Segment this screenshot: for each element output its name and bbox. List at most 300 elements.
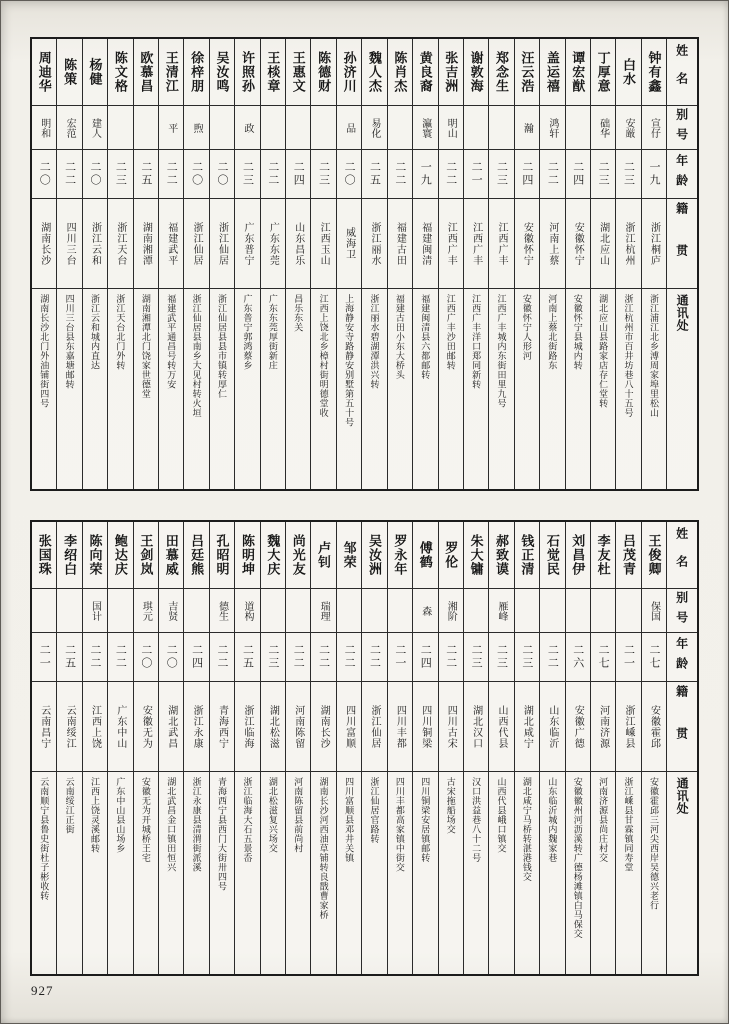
person-age: 二二 [63,161,76,187]
person-native: 浙江嵊县 [623,704,635,749]
alias-cell [286,588,310,632]
alias-cell [362,105,386,149]
name-cell [210,39,234,105]
native-cell [261,681,285,771]
person-age: 一九 [647,161,660,187]
alias-cell [489,105,513,149]
address-cell [362,771,386,974]
alias-cell [540,588,564,632]
address-cell [134,288,158,489]
column-header-name [667,522,697,588]
name-cell [337,39,361,105]
person-native: 江西广丰 [445,221,457,266]
native-cell [337,681,361,771]
native-cell [108,681,132,771]
name-cell [83,522,107,588]
age-cell [235,632,259,681]
age-cell [184,632,208,681]
person-alias: 琪元 [140,600,152,621]
person-native: 河南上蔡 [546,221,558,266]
alias-cell [32,105,56,149]
column-header-alias [667,588,697,632]
person-column [641,39,666,489]
address-cell [108,771,132,974]
person-address: 湖南湘潭北门饶家世德堂 [140,294,151,399]
native-cell [591,681,615,771]
person-age: 二〇 [38,161,51,187]
person-address: 古宋拖船场交 [445,777,456,834]
roster-table-top [30,37,699,491]
native-cell [210,198,234,288]
person-name: 钱正清 [519,534,535,576]
native-cell [362,198,386,288]
age-cell [159,149,183,198]
person-age: 二四 [520,161,533,187]
alias-cell [439,105,463,149]
alias-cell [388,105,412,149]
address-cell [413,288,437,489]
address-cell [134,771,158,974]
address-cell [566,771,590,974]
name-cell [388,39,412,105]
person-address: 浙江云和城内直达 [90,294,101,370]
person-name: 张吉洲 [443,51,459,93]
person-name: 魏大庆 [265,534,281,576]
person-column [56,522,81,974]
alias-cell [566,105,590,149]
person-age: 二五 [63,644,76,670]
age-cell [261,632,285,681]
name-cell [32,522,56,588]
person-address: 浙江嵊县甘霖镇同寿堂 [623,777,634,872]
person-name: 谭宏猷 [570,51,586,93]
person-name: 王惠文 [290,51,306,93]
native-cell [388,198,412,288]
alias-cell [642,105,666,149]
person-column [183,39,208,489]
person-age: 二二 [343,644,356,670]
alias-cell [134,105,158,149]
age-cell [108,149,132,198]
age-cell [32,632,56,681]
person-name: 吕茂青 [621,534,637,576]
person-age: 二三 [520,644,533,670]
person-address: 江西广丰沙田邮转 [445,294,456,370]
person-native: 山东昌乐 [292,221,304,266]
person-column [209,39,234,489]
alias-cell [210,588,234,632]
name-cell [286,522,310,588]
name-cell [32,39,56,105]
address-cell [210,288,234,489]
name-cell [489,39,513,105]
person-alias: 吉贤 [165,600,177,621]
native-cell [184,198,208,288]
person-address: 安徽怀宁人形河 [521,294,532,361]
alias-cell [159,588,183,632]
address-cell [642,288,666,489]
person-column [412,522,437,974]
person-address: 浙江杭州市百井坊巷八十五号 [623,294,634,418]
person-native: 江西玉山 [318,221,330,266]
person-column [514,39,539,489]
name-cell [515,39,539,105]
person-native: 浙江云和 [89,221,101,266]
person-alias: 煦 [191,122,203,133]
person-native: 云南绥江 [64,704,76,749]
person-column [412,39,437,489]
person-age: 二〇 [216,161,229,187]
person-name: 石觉民 [544,534,560,576]
person-column [56,39,81,489]
column-header-alias [667,105,697,149]
person-name: 谢敦海 [468,51,484,93]
person-age: 二〇 [139,644,152,670]
person-address: 湖北武昌金口镇田恒兴 [166,777,177,872]
alias-cell [311,105,335,149]
person-column [310,39,335,489]
alias-cell [286,105,310,149]
name-cell [311,39,335,105]
alias-cell [108,588,132,632]
person-alias: 雁峰 [496,600,508,621]
column-header-label: 年龄 [674,154,689,194]
name-cell [286,39,310,105]
person-name: 陈策 [62,58,78,86]
person-column [133,522,158,974]
person-name: 罗永年 [392,534,408,576]
column-header-label: 通讯处 [675,294,690,332]
address-cell [159,288,183,489]
native-cell [642,681,666,771]
column-header-age [667,632,697,681]
alias-cell [439,588,463,632]
column-header-label: 别号 [674,107,689,148]
person-column [209,522,234,974]
person-name: 鲍达庆 [112,534,128,576]
name-cell [489,522,513,588]
person-column [310,522,335,974]
name-cell [413,522,437,588]
name-cell [464,522,488,588]
person-age: 二二 [317,644,330,670]
person-age: 二二 [292,644,305,670]
age-cell [337,632,361,681]
person-name: 王俊卿 [646,534,662,576]
name-cell [337,522,361,588]
person-alias: 政 [241,122,253,133]
person-address: 江西上饶灵溪邮转 [90,777,101,853]
person-name: 周迪华 [36,51,52,93]
person-native: 湖南长沙 [38,221,50,266]
person-alias: 础华 [597,117,609,138]
native-cell [286,681,310,771]
person-column [234,522,259,974]
age-cell [83,149,107,198]
alias-cell [566,588,590,632]
column-header-label: 姓名 [674,44,689,100]
address-cell [337,288,361,489]
person-alias: 明山 [445,117,457,138]
person-native: 福建武平 [165,221,177,266]
person-column [565,522,590,974]
name-cell [134,39,158,105]
person-native: 浙江桐庐 [648,221,660,266]
age-cell [134,149,158,198]
person-native: 青海西宁 [216,704,228,749]
age-cell [184,149,208,198]
person-age: 二〇 [343,161,356,187]
native-cell [32,681,56,771]
native-cell [540,681,564,771]
alias-cell [464,588,488,632]
person-age: 二一 [470,161,483,187]
person-native: 河南济源 [597,704,609,749]
name-cell [108,522,132,588]
column-header-label: 籍贯 [674,684,689,769]
address-cell [489,288,513,489]
person-native: 江西上饶 [89,704,101,749]
person-name: 孔昭明 [214,534,230,576]
alias-cell [489,588,513,632]
person-column [260,39,285,489]
address-cell [32,288,56,489]
person-column [565,39,590,489]
person-address: 浙江浦江北乡溥周家埠里松山 [648,294,659,418]
person-native: 四川三台 [64,221,76,266]
person-name: 杨健 [87,58,103,86]
age-cell [439,632,463,681]
name-cell [439,522,463,588]
native-cell [591,198,615,288]
person-name: 盖运禧 [544,51,560,93]
native-cell [337,198,361,288]
address-cell [464,771,488,974]
age-cell [642,632,666,681]
person-name: 李绍白 [62,534,78,576]
native-cell [286,198,310,288]
address-cell [261,288,285,489]
person-name: 吴汝鸣 [214,51,230,93]
person-column [387,522,412,974]
person-native: 四川铜梁 [419,704,431,749]
native-cell [388,681,412,771]
person-address: 广东普宁郭鸿蔡乡 [242,294,253,370]
person-native: 山东临沂 [546,704,558,749]
age-cell [362,632,386,681]
age-cell [57,149,81,198]
address-cell [388,771,412,974]
person-alias: 森 [419,605,431,616]
person-name: 黄良裔 [417,51,433,93]
person-column [641,522,666,974]
person-native: 湖北应山 [597,221,609,266]
name-cell [616,39,640,105]
alias-cell [337,105,361,149]
age-cell [210,632,234,681]
age-cell [311,632,335,681]
age-cell [108,632,132,681]
native-cell [566,681,590,771]
person-age: 二二 [444,161,457,187]
person-column [361,39,386,489]
person-address: 浙江仙居官路转 [369,777,380,844]
person-column [32,39,56,489]
person-address: 云南绥江正街 [64,777,75,834]
name-cell [464,39,488,105]
age-cell [261,149,285,198]
person-column [158,39,183,489]
person-address: 安徽霍邱三河尖西岸吴德兴老行 [648,777,659,910]
person-age: 二三 [114,161,127,187]
name-cell [642,522,666,588]
address-cell [108,288,132,489]
person-age: 二一 [393,644,406,670]
person-age: 二二 [165,161,178,187]
person-column [336,39,361,489]
age-cell [540,149,564,198]
person-age: 二二 [216,644,229,670]
person-alias: 宣仔 [648,117,660,138]
name-cell [57,522,81,588]
person-name: 陈明坤 [239,534,255,576]
person-age: 二二 [444,644,457,670]
person-address: 广东东莞厚街新庄 [267,294,278,370]
person-column [285,522,310,974]
address-cell [57,288,81,489]
person-age: 二三 [266,644,279,670]
person-age: 二六 [571,644,584,670]
person-alias: 明和 [38,117,50,138]
name-cell [184,39,208,105]
person-name: 罗伦 [443,541,459,569]
person-address: 四川三台县东嘉塘邮转 [64,294,75,389]
name-cell [210,522,234,588]
name-cell [184,522,208,588]
address-cell [159,771,183,974]
alias-cell [32,588,56,632]
name-cell [591,522,615,588]
person-native: 浙江永康 [191,704,203,749]
age-cell [515,149,539,198]
native-cell [566,198,590,288]
native-cell [159,681,183,771]
person-name: 郝致谟 [494,534,510,576]
person-native: 浙江仙居 [368,704,380,749]
column-header-address [667,288,697,489]
name-cell [566,522,590,588]
person-age: 二五 [241,644,254,670]
column-header-address [667,771,697,974]
name-cell [540,522,564,588]
person-name: 徐梓朋 [189,51,205,93]
age-cell [464,632,488,681]
person-column [488,39,513,489]
native-cell [515,198,539,288]
person-age: 二四 [571,161,584,187]
person-column [539,39,564,489]
person-alias: 平 [165,122,177,133]
alias-cell [591,588,615,632]
person-age: 二三 [622,161,635,187]
column-header-native [667,681,697,771]
address-cell [515,288,539,489]
address-cell [235,288,259,489]
person-name: 张国珠 [36,534,52,576]
person-name: 卢钊 [316,541,332,569]
person-column [107,522,132,974]
person-name: 吴汝洲 [366,534,382,576]
person-address: 浙江永康县清渭街派溪 [191,777,202,872]
person-native: 山西代县 [496,704,508,749]
name-cell [83,39,107,105]
age-cell [286,632,310,681]
native-cell [362,681,386,771]
person-column [488,522,513,974]
alias-cell [57,588,81,632]
person-age: 二〇 [190,161,203,187]
person-age: 二五 [139,161,152,187]
person-age: 二二 [266,161,279,187]
address-cell [235,771,259,974]
age-cell [134,632,158,681]
person-native: 安徽霍邱 [648,704,660,749]
person-address: 山东临沂城内魏家巷 [547,777,558,863]
person-name: 陈向荣 [87,534,103,576]
person-age: 二四 [190,644,203,670]
person-native: 湖北武昌 [165,704,177,749]
age-cell [540,632,564,681]
person-native: 浙江丽水 [368,221,380,266]
column-header-label: 籍贯 [674,201,689,286]
person-address: 四川富顺县邓井关镇 [344,777,355,863]
address-cell [311,771,335,974]
person-alias: 德生 [216,600,228,621]
person-native: 安徽无为 [140,704,152,749]
alias-cell [235,588,259,632]
person-age: 二三 [241,161,254,187]
person-column [615,522,640,974]
address-cell [184,771,208,974]
person-address: 云南顺宁县鲁史街杜子彬收转 [39,777,50,901]
native-cell [464,681,488,771]
native-cell [311,681,335,771]
name-cell [311,522,335,588]
person-column [539,522,564,974]
person-address: 四川铜梁安居镇邮转 [420,777,431,863]
age-cell [616,149,640,198]
person-native: 安徽怀宁 [572,221,584,266]
person-name: 邹荣 [341,541,357,569]
person-name: 王清江 [163,51,179,93]
native-cell [311,198,335,288]
name-cell [159,39,183,105]
address-cell [261,771,285,974]
person-alias: 瑞理 [318,600,330,621]
person-column [615,39,640,489]
address-cell [566,288,590,489]
age-cell [464,149,488,198]
name-cell [235,522,259,588]
native-cell [515,681,539,771]
person-address: 浙江天台北门外转 [115,294,126,370]
person-column [438,522,463,974]
person-age: 二一 [622,644,635,670]
person-column [514,522,539,974]
person-alias: 安厳 [623,117,635,138]
person-age: 二二 [114,644,127,670]
alias-cell [464,105,488,149]
